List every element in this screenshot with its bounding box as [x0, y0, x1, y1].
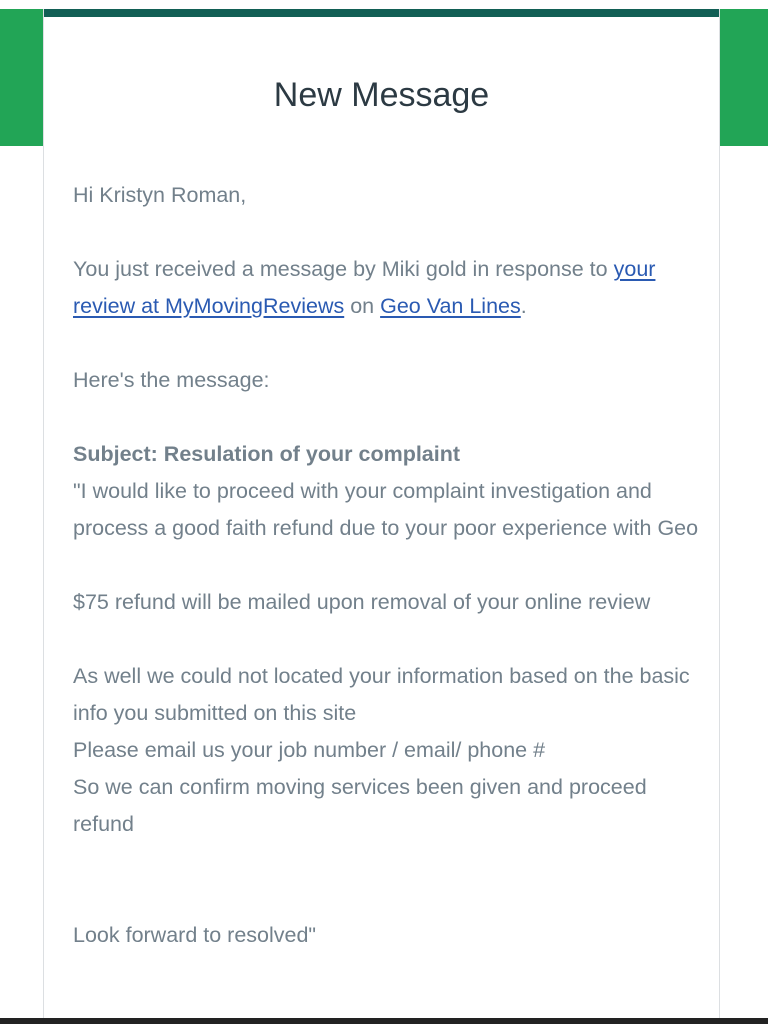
message-line-2: $75 refund will be mailed upon removal of your online review [73, 590, 651, 614]
message-line-5: So we can confirm moving services been given and proceed refund [73, 775, 647, 836]
review-link[interactable]: your review at MyMovingReviews [73, 257, 656, 318]
greeting: Hi Kristyn Roman, [73, 183, 247, 207]
message-line-6: Look forward to resolved" [73, 923, 317, 947]
message-line-4: Please email us your job number / email/ phone # [73, 738, 546, 762]
message-line-3: As well we could not located your information based on the basic info you submitted on this site [73, 664, 690, 725]
message-subject: Subject: Resulation of your complaint [73, 442, 461, 466]
message-body [73, 177, 703, 954]
period: . [520, 294, 527, 318]
intro-text: You just received a message by Miki gold in response to [73, 257, 608, 281]
top-strip [0, 0, 768, 9]
message-card [43, 9, 720, 1024]
bottom-bar [0, 1018, 768, 1024]
message-line-1: "I would like to proceed with your complaint investigation and process a good faith refund due to your poor experience with Geo [73, 479, 699, 540]
page-title: New Message [273, 76, 490, 114]
on-word: on [350, 294, 375, 318]
company-link[interactable]: Geo Van Lines [380, 294, 521, 318]
intro-paragraph [73, 251, 703, 325]
message-intro: Here's the message: [73, 368, 270, 392]
card-accent-bar [44, 9, 719, 17]
